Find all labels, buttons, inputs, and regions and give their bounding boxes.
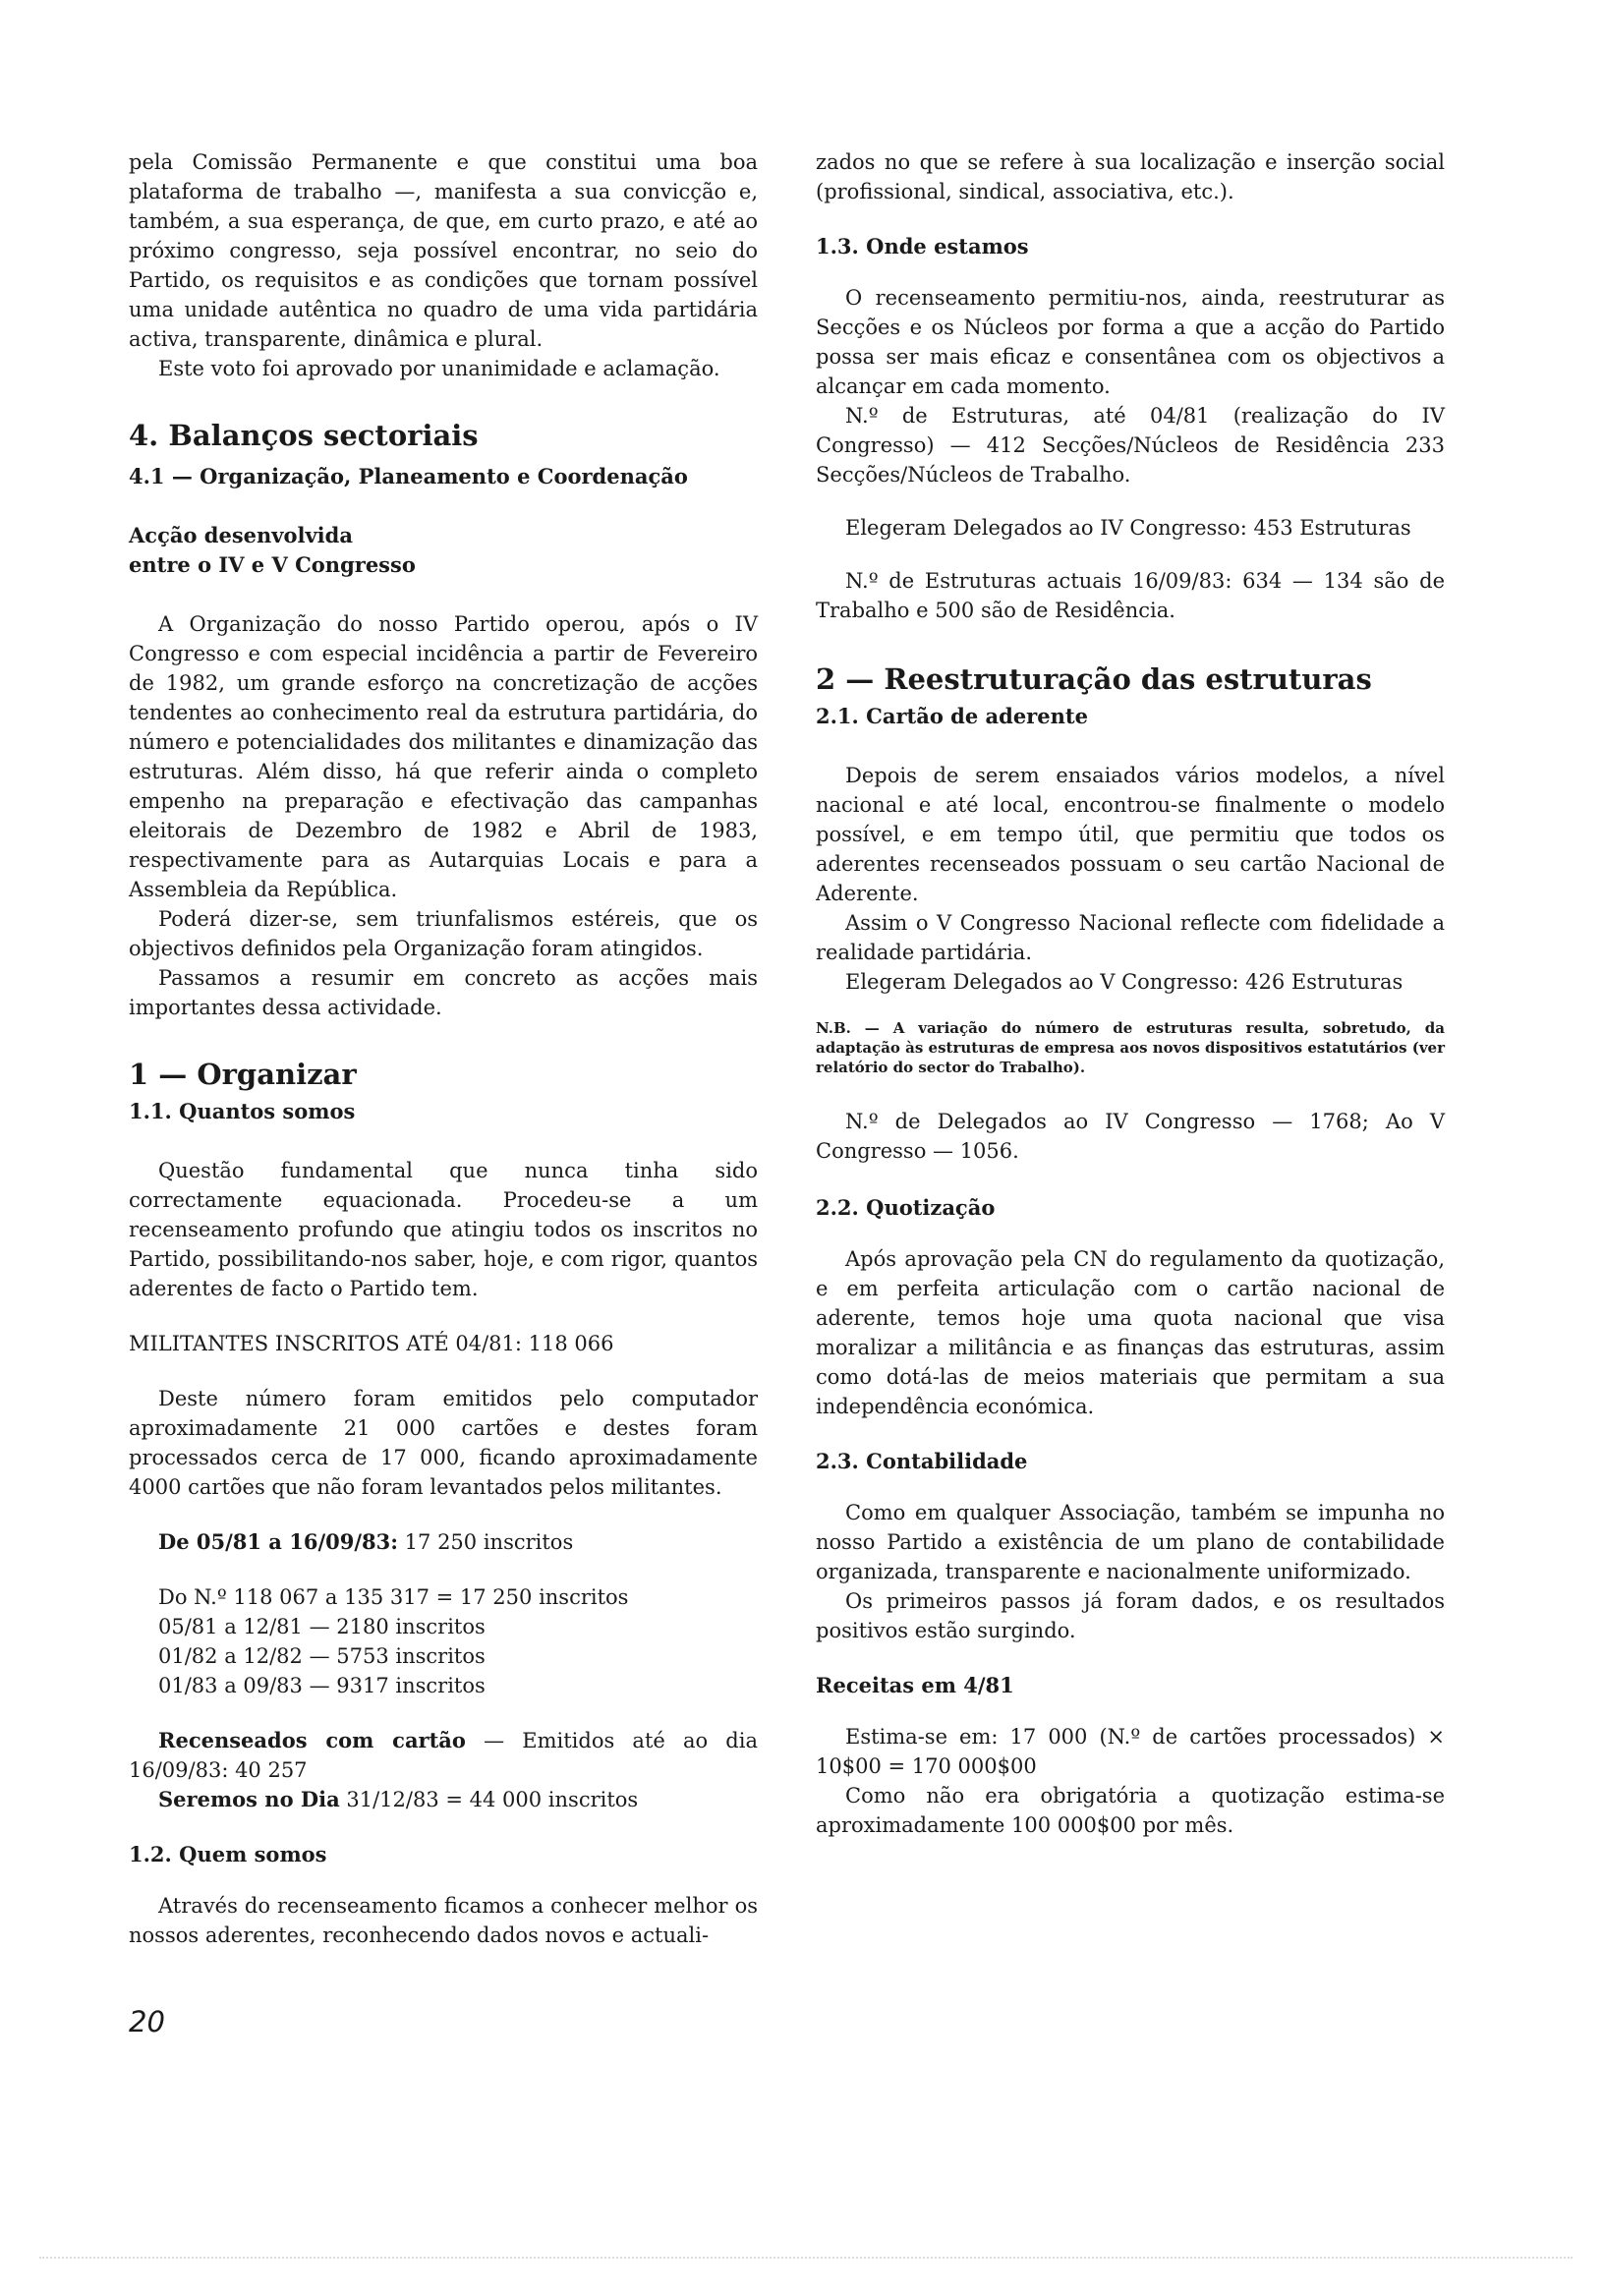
cards-emitted-paragraph: Deste número foram emitidos pelo computador aproximadamente 21 000 cartões e destes foram processados cerca de 17 000, ficando aproximadamente 4000 cartões que não foram levantados pelos militantes. xyxy=(129,1387,758,1499)
delegates-paragraph: N.º de Delegados ao IV Congresso — 1768; Ao V Congresso — 1056. xyxy=(816,1110,1445,1163)
structures-count-paragraph: N.º de Estruturas, até 04/81 (realização do IV Congresso) — 412 Secções/Núcleos de Residência 233 Secções/Núcleos de Trabalho. xyxy=(816,404,1445,487)
section-4-heading: 4. Balanços sectoriais xyxy=(129,419,479,452)
organization-paragraph-3: Passamos a resumir em concreto as acções mais importantes dessa actividade. xyxy=(129,966,758,1019)
nb-note: N.B. — A variação do número de estruturas resulta, sobretudo, da adaptação às estruturas de empresa aos novos dispositivos estatutários (ver relatório do sector do Trabalho). xyxy=(816,1019,1445,1076)
onde-estamos-paragraph: O recenseamento permitiu-nos, ainda, reestruturar as Secções e os Núcleos por forma a que a acção do Partido possa ser mais eficaz e consentânea com os objectivos a alcançar em cada momento. xyxy=(816,286,1445,398)
not-mandatory-paragraph: Como não era obrigatória a quotização estima-se aproximadamente 100 000$00 por mês. xyxy=(816,1784,1445,1837)
intro-continuation-paragraph: pela Comissão Permanente e que constitui uma boa plataforma de trabalho —, manifesta a sua convicção e, também, a sua esperança, de que, em curto prazo, e até ao próximo congresso, seja possível encontrar, no seio do Partido, os requisitos e as condições que tornam possível uma unidade autêntica no quadro de uma vida partidária activa, transparente, dinâmica e plural. xyxy=(129,150,758,351)
page-number: 20 xyxy=(129,2005,165,2038)
list-item: 01/83 a 09/83 — 9317 inscritos xyxy=(158,1674,486,1697)
right-column xyxy=(816,147,1445,1840)
section-1-heading: 1 — Organizar xyxy=(129,1058,357,1091)
period-summary-bold: De 05/81 a 16/09/83: xyxy=(158,1529,398,1554)
organization-paragraph-2: Poderá dizer-se, sem triunfalismos estéreis, que os objectivos definidos pela Organização foram atingidos. xyxy=(129,907,758,960)
section-2-2-heading: 2.2. Quotização xyxy=(816,1195,996,1220)
accao-heading-line-2: entre o IV e V Congresso xyxy=(129,552,416,577)
organization-paragraph-1: A Organização do nosso Partido operou, após o IV Congresso e com especial incidência a partir de Fevereiro de 1982, um grande esforço na concretização de acções tendentes ao conhecimento real da estrutura partidária, do número e potencialidades dos militantes e dinamização das estruturas. Além disso, há que referir ainda o completo empenho na preparação e efectivação das campanhas eleitorais de Dezembro de 1982 e Abril de 1983, respectivamente para as Autarquias Locais e para a Assembleia da República. xyxy=(129,612,758,901)
assim-paragraph: Assim o V Congresso Nacional reflecte com fidelidade a realidade partidária. xyxy=(816,911,1445,964)
accao-heading-line-1: Acção desenvolvida xyxy=(129,523,353,547)
section-1-1-heading: 1.1. Quantos somos xyxy=(129,1099,356,1123)
militantes-inscritos-line: MILITANTES INSCRITOS ATÉ 04/81: 118 066 xyxy=(129,1332,614,1355)
receitas-heading: Receitas em 4/81 xyxy=(816,1673,1014,1697)
list-item: 01/82 a 12/82 — 5753 inscritos xyxy=(158,1644,486,1668)
section-2-3-heading: 2.3. Contabilidade xyxy=(816,1449,1028,1473)
estimate-paragraph: Estima-se em: 17 000 (N.º de cartões processados) × 10$00 = 170 000$00 xyxy=(816,1725,1445,1778)
accao-heading xyxy=(129,521,758,580)
section-2-heading: 2 — Reestruturação das estruturas xyxy=(816,662,1372,696)
elected-iv-line: Elegeram Delegados ao IV Congresso: 453 Estruturas xyxy=(845,516,1411,540)
recenseados-bold: Recenseados com cartão xyxy=(158,1728,466,1752)
contabilidade-paragraph-2: Os primeiros passos já foram dados, e os resultados positivos estão surgindo. xyxy=(816,1589,1445,1642)
section-4-1-heading: 4.1 — Organização, Planeamento e Coordenação xyxy=(129,464,688,488)
list-item: Do N.º 118 067 a 135 317 = 17 250 inscritos xyxy=(158,1585,629,1609)
section-2-1-heading: 2.1. Cartão de aderente xyxy=(816,704,1088,728)
seremos-bold: Seremos no Dia xyxy=(158,1787,340,1811)
current-structures-paragraph: N.º de Estruturas actuais 16/09/83: 634 — 134 são de Trabalho e 500 são de Residência. xyxy=(816,569,1445,622)
contabilidade-paragraph-1: Como em qualquer Associação, também se impunha no nosso Partido a existência de um plano de contabilidade organizada, transparente e nacionalmente uniformizado. xyxy=(816,1501,1445,1583)
elected-v-line: Elegeram Delegados ao V Congresso: 426 Estruturas xyxy=(845,970,1404,994)
recenseados-line xyxy=(129,1726,758,1785)
quem-somos-paragraph: Através do recenseamento ficamos a conhecer melhor os nossos aderentes, reconhecendo dados novos e actuali- xyxy=(129,1894,758,1947)
quotizacao-paragraph: Após aprovação pela CN do regulamento da quotização, e em perfeita articulação com o cartão nacional de aderente, temos hoje uma quota nacional que visa moralizar a militância e as finanças das estruturas, assim como dotá-las de meios materiais que permitam a sua independência económica. xyxy=(816,1247,1445,1418)
quantos-somos-paragraph: Questão fundamental que nunca tinha sido correctamente equacionada. Procedeu-se a um recenseamento profundo que atingiu todos os inscritos no Partido, possibilitando-nos saber, hoje, e com rigor, quantos aderentes de facto o Partido tem. xyxy=(129,1159,758,1300)
scan-edge-divider xyxy=(39,2257,1573,2261)
period-summary-rest: 17 250 inscritos xyxy=(398,1530,574,1554)
vote-paragraph: Este voto foi aprovado por unanimidade e aclamação. xyxy=(158,357,720,380)
section-1-3-heading: 1.3. Onde estamos xyxy=(816,234,1029,258)
left-column xyxy=(129,147,758,1950)
list-item: 05/81 a 12/81 — 2180 inscritos xyxy=(158,1615,486,1638)
section-1-2-heading: 1.2. Quem somos xyxy=(129,1842,327,1866)
seremos-line xyxy=(129,1785,758,1814)
cartao-paragraph: Depois de serem ensaiados vários modelos, a nível nacional e até local, encontrou-se finalmente o modelo possível, e em tempo útil, que permitiu que todos os aderentes recenseados possuam o seu cartão Nacional de Aderente. xyxy=(816,764,1445,905)
period-summary-line xyxy=(129,1527,758,1557)
continuation-paragraph: zados no que se refere à sua localização e inserção social (profissional, sindical, associativa, etc.). xyxy=(816,150,1445,203)
inscritos-breakdown-list xyxy=(129,1582,758,1700)
recenseados-rest: — Emitidos até ao dia 16/09/83: 40 257 xyxy=(129,1729,758,1782)
seremos-rest: 31/12/83 = 44 000 inscritos xyxy=(339,1788,639,1811)
